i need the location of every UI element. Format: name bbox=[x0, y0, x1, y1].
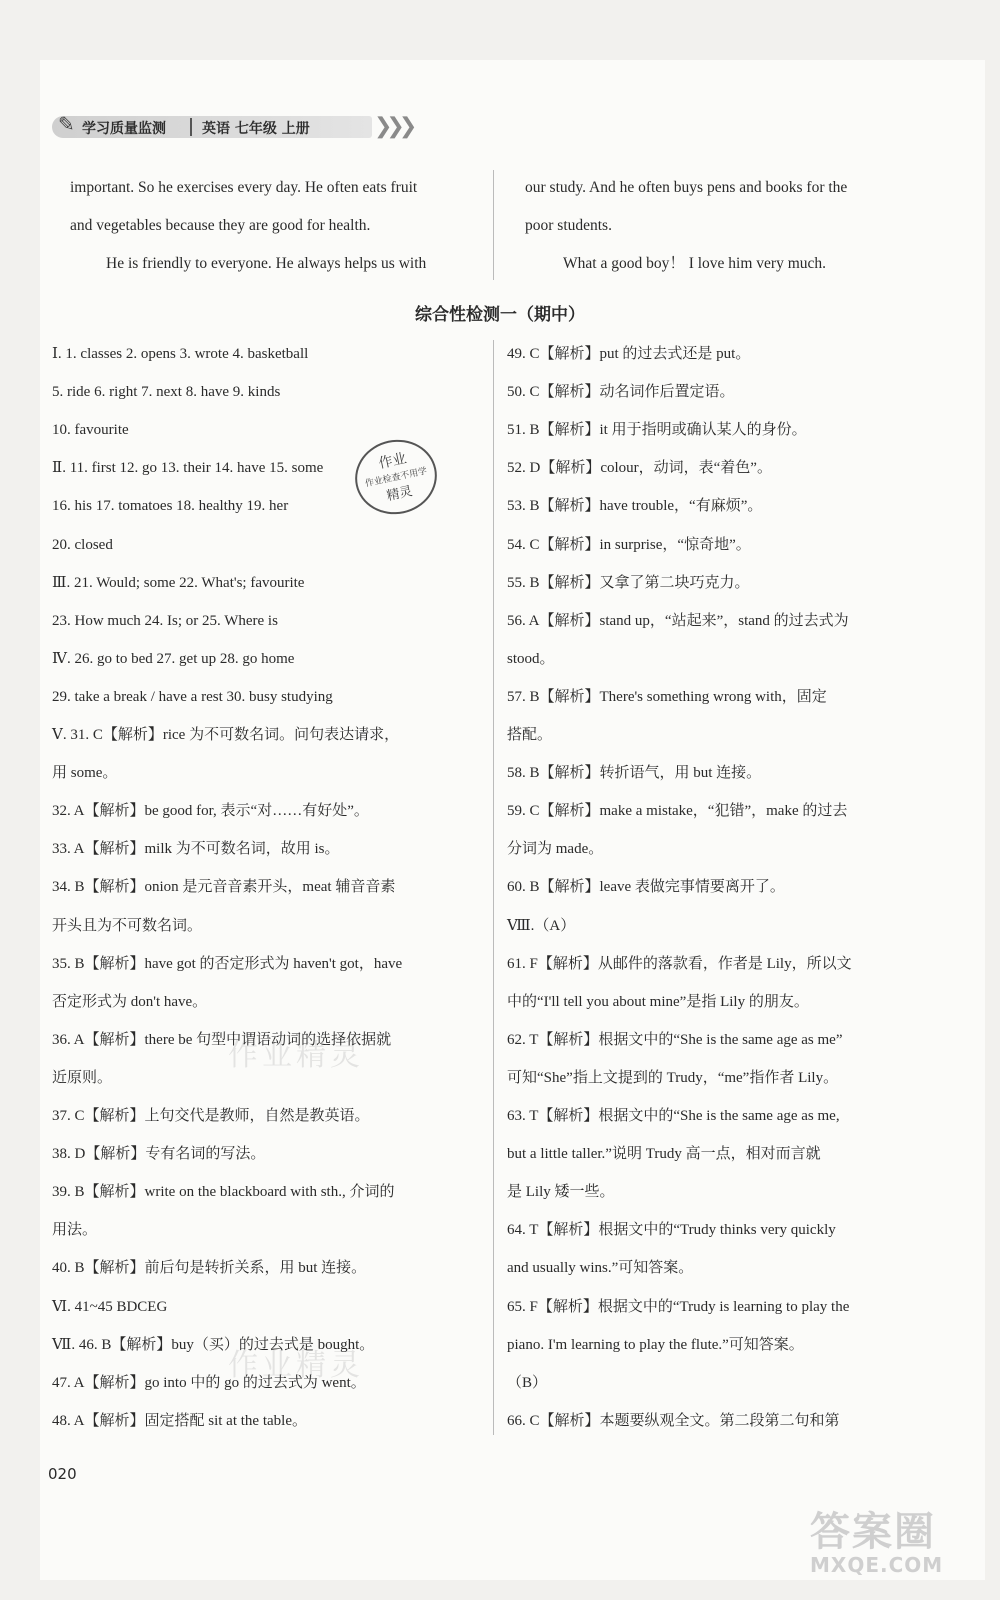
answer-line: 51. B【解析】it 用于指明或确认某人的身份。 bbox=[507, 422, 807, 439]
series-title: 学习质量监测 bbox=[82, 121, 166, 137]
answer-line: 32. A【解析】be good for, 表示“对……有好处”。 bbox=[52, 803, 369, 820]
answer-line: piano. I'm learning to play the flute.”可知答案。 bbox=[507, 1336, 804, 1353]
answer-line: 59. C【解析】make a mistake，“犯错”，make 的过去 bbox=[507, 803, 848, 820]
watermark: 作业精灵 bbox=[228, 1348, 364, 1383]
answer-line: 57. B【解析】There's something wrong with，固定 bbox=[507, 688, 827, 705]
answer-line: 29. take a break / have a rest 30. busy studying bbox=[52, 688, 333, 705]
answer-line: 61. F【解析】从邮件的落款看，作者是 Lily，所以文 bbox=[507, 955, 852, 972]
answer-line: 62. T【解析】根据文中的“She is the same age as me” bbox=[507, 1031, 843, 1048]
answer-line: 66. C【解析】本题要纵观全文。第二段第二句和第 bbox=[507, 1412, 840, 1429]
answer-line: 60. B【解析】leave 表做完事情要离开了。 bbox=[507, 879, 785, 896]
answer-line: 33. A【解析】milk 为不可数名词，故用 is。 bbox=[52, 841, 340, 858]
answer-line: 37. C【解析】上句交代是教师，自然是教英语。 bbox=[52, 1108, 370, 1124]
answer-line: 50. C【解析】动名词作后置定语。 bbox=[507, 384, 735, 401]
answer-line: 38. D【解析】专有名词的写法。 bbox=[52, 1146, 266, 1163]
watermark: 作业精灵 bbox=[228, 1038, 364, 1073]
answer-line: 64. T【解析】根据文中的“Trudy thinks very quickly bbox=[507, 1222, 836, 1239]
logo-url: MXQE.COM bbox=[810, 1553, 944, 1577]
answer-line: 58. B【解析】转折语气，用 but 连接。 bbox=[507, 765, 762, 782]
answer-line: 近原则。 bbox=[52, 1069, 113, 1086]
answer-line: （B） bbox=[507, 1374, 548, 1391]
answer-line: 可知“She”指上文提到的 Trudy，“me”指作者 Lily。 bbox=[507, 1069, 839, 1086]
answer-line: 中的“I'll tell you about mine”是指 Lily 的朋友。 bbox=[507, 993, 809, 1010]
site-logo bbox=[810, 1500, 990, 1590]
passage-line: our study. And he often buys pens and books for the bbox=[525, 179, 848, 196]
subject-title: 英语 七年级 上册 bbox=[202, 121, 310, 137]
answer-line: 分词为 made。 bbox=[507, 841, 604, 858]
answer-line: 53. B【解析】have trouble，“有麻烦”。 bbox=[507, 498, 763, 515]
answer-line: 搭配。 bbox=[507, 727, 553, 743]
answer-line: 55. B【解析】又拿了第二块巧克力。 bbox=[507, 574, 750, 591]
answer-line: 用法。 bbox=[52, 1222, 98, 1239]
answer-line: 34. B【解析】onion 是元音音素开头，meat 辅音音素 bbox=[52, 879, 396, 896]
answer-line: 23. How much 24. Is; or 25. Where is bbox=[52, 612, 278, 629]
logo-text: 答案圈 bbox=[810, 1509, 936, 1555]
answer-line: 16. his 17. tomatoes 18. healthy 19. her bbox=[52, 498, 289, 515]
answer-line: 用 some。 bbox=[52, 765, 118, 782]
stamp-text: 作业检查不用学 bbox=[364, 466, 429, 490]
page-number: 020 bbox=[48, 1465, 77, 1483]
answer-line: 54. C【解析】in surprise，“惊奇地”。 bbox=[507, 536, 751, 553]
passage-line: He is friendly to everyone. He always helps us with bbox=[106, 255, 427, 272]
chevron-right-icon: ❯❯❯ bbox=[374, 114, 412, 139]
answer-line: Ⅷ.（A） bbox=[507, 917, 576, 934]
answer-line: 52. D【解析】colour，动词，表“着色”。 bbox=[507, 460, 772, 477]
answer-line: 是 Lily 矮一些。 bbox=[507, 1184, 615, 1201]
answer-line: 56. A【解析】stand up，“站起来”，stand 的过去式为 bbox=[507, 612, 849, 629]
answer-line: Ⅰ. 1. classes 2. opens 3. wrote 4. basketball bbox=[52, 346, 309, 362]
column-divider bbox=[493, 340, 494, 1435]
answer-line: Ⅲ. 21. Would; some 22. What's; favourite bbox=[52, 574, 305, 591]
answer-line: 47. A【解析】go into 中的 go 的过去式为 went。 bbox=[52, 1374, 366, 1391]
answer-line: but a little taller.”说明 Trudy 高一点，相对而言就 bbox=[507, 1146, 821, 1163]
answer-line: 5. ride 6. right 7. next 8. have 9. kinds bbox=[52, 384, 281, 401]
answer-line: 否定形式为 don't have。 bbox=[52, 993, 208, 1010]
answer-line: 开头且为不可数名词。 bbox=[52, 917, 203, 934]
answer-line: 39. B【解析】write on the blackboard with sth., 介词的 bbox=[52, 1184, 395, 1201]
stamp-text: 精灵 bbox=[385, 484, 414, 505]
answer-line: 48. A【解析】固定搭配 sit at the table。 bbox=[52, 1412, 307, 1429]
answer-line: Ⅴ. 31. C【解析】rice 为不可数名词。问句表达请求， bbox=[52, 727, 400, 743]
running-header bbox=[52, 112, 412, 142]
answer-line: 65. F【解析】根据文中的“Trudy is learning to play the bbox=[507, 1298, 850, 1315]
pen-icon: ✎ bbox=[58, 112, 75, 136]
answer-line: Ⅱ. 11. first 12. go 13. their 14. have 15. some bbox=[52, 460, 324, 477]
answer-line: Ⅵ. 41~45 BDCEG bbox=[52, 1298, 168, 1315]
column-divider bbox=[493, 170, 494, 280]
header-separator bbox=[190, 118, 192, 136]
passage-line: What a good boy！ I love him very much. bbox=[563, 255, 827, 272]
answer-line: 40. B【解析】前后句是转折关系，用 but 连接。 bbox=[52, 1260, 367, 1277]
answer-line: 35. B【解析】have got 的否定形式为 haven't got，have bbox=[52, 955, 403, 972]
answer-line: 20. closed bbox=[52, 536, 113, 553]
answer-line: 63. T【解析】根据文中的“She is the same age as me, bbox=[507, 1108, 840, 1124]
answer-line: stood。 bbox=[507, 650, 555, 667]
passage-line: poor students. bbox=[525, 217, 612, 234]
passage-line: important. So he exercises every day. He often eats fruit bbox=[70, 179, 418, 196]
answer-line: 49. C【解析】put 的过去式还是 put。 bbox=[507, 346, 751, 362]
answer-line: Ⅶ. 46. B【解析】buy（买）的过去式是 bought。 bbox=[52, 1336, 375, 1353]
answer-line: Ⅳ. 26. go to bed 27. get up 28. go home bbox=[52, 650, 295, 667]
section-title: 综合性检测一（期中） bbox=[415, 305, 585, 325]
stamp-text: 作业 bbox=[377, 450, 409, 473]
answer-line: and usually wins.”可知答案。 bbox=[507, 1260, 694, 1277]
answer-line: 10. favourite bbox=[52, 422, 129, 439]
passage-line: and vegetables because they are good for health. bbox=[70, 217, 371, 234]
answer-line: 36. A【解析】there be 句型中谓语动词的选择依据就 bbox=[52, 1031, 392, 1048]
